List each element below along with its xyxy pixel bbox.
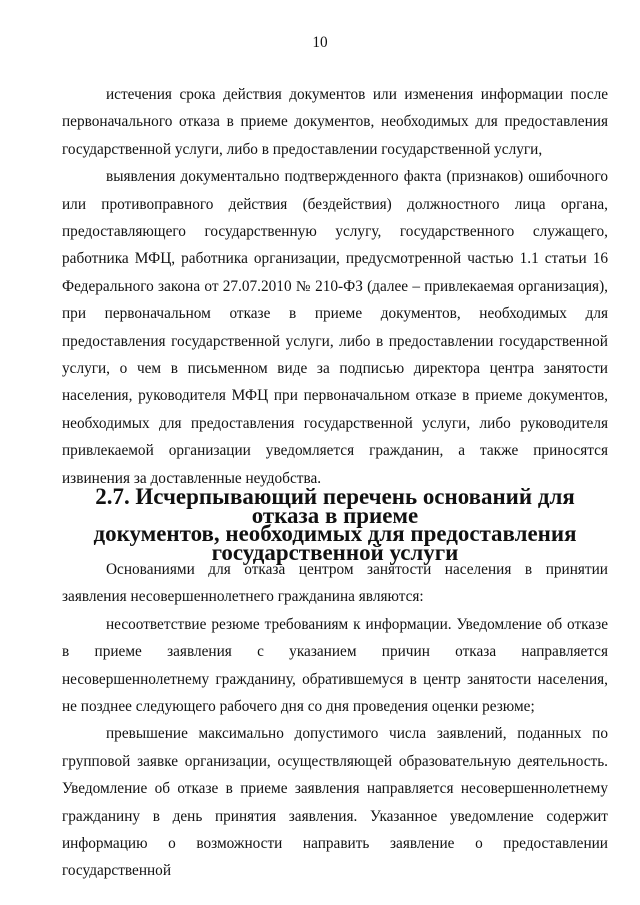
paragraph: Основаниями для отказа центром занятости населения в принятии заявления несовершеннолетнего гражданина являются: <box>62 561 608 606</box>
paragraph: выявления документально подтвержденного факта (признаков) ошибочного или противоправного действия (бездействия) должностного лица органа, предоставляющего государственную услугу, государственного служащего, работника МФЦ, работника организации, предусмотренной частью 1.1 статьи 16 Федерального закона от 27.07.2010 № 210-ФЗ (далее – привлекаемая организация), при первоначальном отказе в приеме документов, необходимых для предоставления государственной услуги, либо в предоставлении государственной услуги, о чем в письменном виде за подписью директора центра занятости населения, руководителя МФЦ при первоначальном отказе в приеме документов, необходимых для предоставления государственной услуги, либо руководителя привлекаемой организации уведомляется гражданин, а также приносятся извинения за доставленные неудобства. <box>62 168 608 487</box>
text-block-1 <box>62 81 608 492</box>
section-heading-line: документов, необходимых для предоставления <box>93 521 577 546</box>
section-heading-line: 2.7. Исчерпывающий перечень оснований для отказа в приеме <box>95 484 575 528</box>
text-block-2 <box>62 556 608 885</box>
paragraph: превышение максимально допустимого числа заявлений, поданных по групповой заявке организации, осуществляющей образовательную деятельность. Уведомление об отказе в приеме заявления направляется несовершеннолетнему гражданину в день принятия заявления. Указанное уведомление содержит информацию о возможности направить заявление о предоставлении государственной <box>62 725 608 880</box>
page-number: 10 <box>312 34 328 51</box>
section-heading-line: государственной услуги <box>211 539 459 565</box>
paragraph: истечения срока действия документов или изменения информации после первоначального отказа в приеме документов, необходимых для предоставления государственной услуги, либо в предоставлении государственной услуги, <box>62 86 608 158</box>
section-heading <box>62 484 608 565</box>
paragraph: несоответствие резюме требованиям к информации. Уведомление об отказе в приеме заявления с указанием причин отказа направляется несовершеннолетнему гражданину, обратившемуся в центр занятости населения, не позднее следующего рабочего дня со дня проведения оценки резюме; <box>62 615 608 716</box>
